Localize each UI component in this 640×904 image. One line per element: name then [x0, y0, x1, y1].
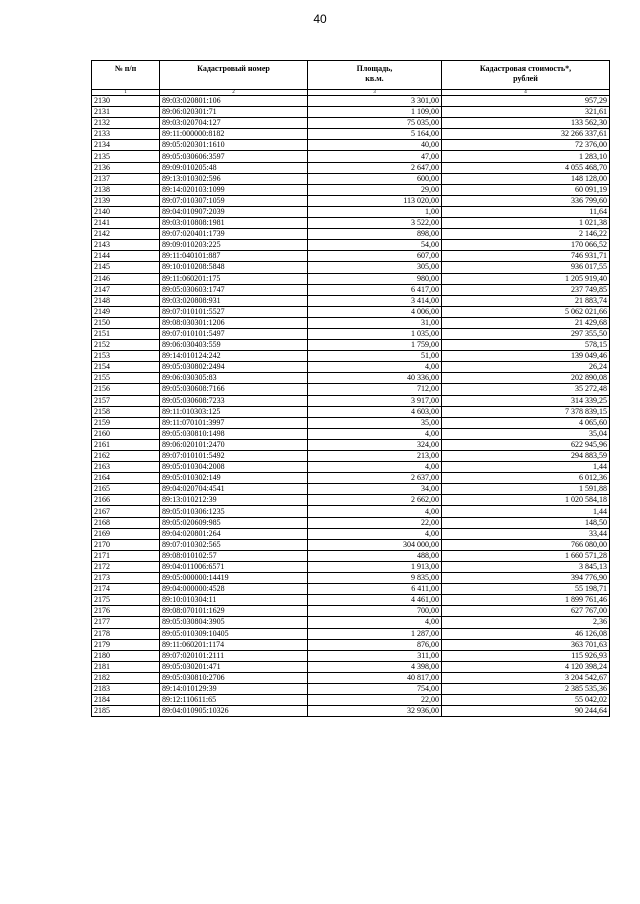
table-row: [92, 295, 610, 306]
cadastral-cost-cell: 363 701,63: [442, 639, 610, 650]
table-row: [92, 550, 610, 561]
area-cell: 980,00: [308, 273, 442, 284]
cadastral-number-cell: 89:09:010203:225: [160, 240, 308, 251]
row-index-cell: 2177: [92, 617, 160, 628]
table-row: [92, 573, 610, 584]
row-index-cell: 2142: [92, 229, 160, 240]
row-index-cell: 2135: [92, 151, 160, 162]
header-cell-area: [308, 61, 442, 90]
area-cell: 1,00: [308, 206, 442, 217]
area-cell: 6 417,00: [308, 284, 442, 295]
row-index-cell: 2151: [92, 328, 160, 339]
area-cell: 3 522,00: [308, 218, 442, 229]
table-row: [92, 173, 610, 184]
cadastral-number-cell: 89:05:030606:3597: [160, 151, 308, 162]
row-index-cell: 2153: [92, 351, 160, 362]
table-row: [92, 251, 610, 262]
table-row: [92, 351, 610, 362]
table-row: [92, 395, 610, 406]
table-row: [92, 417, 610, 428]
row-index-cell: 2176: [92, 606, 160, 617]
area-cell: 1 913,00: [308, 561, 442, 572]
cadastral-cost-cell: 6 012,36: [442, 473, 610, 484]
table-row: [92, 273, 610, 284]
row-index-cell: 2131: [92, 107, 160, 118]
cadastral-cost-cell: 1 660 571,28: [442, 550, 610, 561]
table-row: [92, 151, 610, 162]
table-row: [92, 439, 610, 450]
cadastral-cost-cell: 766 080,00: [442, 539, 610, 550]
area-cell: 4,00: [308, 528, 442, 539]
table-row: [92, 340, 610, 351]
table-row: [92, 262, 610, 273]
row-index-cell: 2130: [92, 96, 160, 107]
row-index-cell: 2134: [92, 140, 160, 151]
table-row: [92, 584, 610, 595]
table-row: [92, 428, 610, 439]
cadastral-cost-cell: 90 244,64: [442, 706, 610, 717]
area-cell: 75 035,00: [308, 118, 442, 129]
cadastral-number-cell: 89:14:010129:39: [160, 683, 308, 694]
table-row: [92, 695, 610, 706]
cadastral-cost-cell: 321,61: [442, 107, 610, 118]
area-cell: 40 336,00: [308, 373, 442, 384]
area-cell: 113 020,00: [308, 195, 442, 206]
area-cell: 4,00: [308, 506, 442, 517]
table-row: [92, 462, 610, 473]
row-index-cell: 2182: [92, 672, 160, 683]
cadastral-number-cell: 89:05:030608:7166: [160, 384, 308, 395]
row-index-cell: 2141: [92, 218, 160, 229]
area-cell: 32 936,00: [308, 706, 442, 717]
cadastral-cost-cell: 1,44: [442, 506, 610, 517]
cadastral-cost-cell: 627 767,00: [442, 606, 610, 617]
row-index-cell: 2143: [92, 240, 160, 251]
row-index-cell: 2152: [92, 340, 160, 351]
cadastral-number-cell: 89:03:010808:1981: [160, 218, 308, 229]
cadastral-cost-cell: 115 926,93: [442, 650, 610, 661]
area-cell: 51,00: [308, 351, 442, 362]
cadastral-cost-cell: 4 055 468,70: [442, 162, 610, 173]
row-index-cell: 2159: [92, 417, 160, 428]
table-row: [92, 129, 610, 140]
area-cell: 3 917,00: [308, 395, 442, 406]
area-cell: 1 287,00: [308, 628, 442, 639]
cadastral-number-cell: 89:05:010304:2008: [160, 462, 308, 473]
cadastral-cost-cell: 72 376,00: [442, 140, 610, 151]
cadastral-cost-cell: 936 017,55: [442, 262, 610, 273]
row-index-cell: 2167: [92, 506, 160, 517]
table-row: [92, 184, 610, 195]
cadastral-cost-cell: 11,64: [442, 206, 610, 217]
cadastral-number-cell: 89:04:000000:4528: [160, 584, 308, 595]
cadastral-cost-cell: 294 883,59: [442, 451, 610, 462]
row-index-cell: 2149: [92, 306, 160, 317]
area-cell: 29,00: [308, 184, 442, 195]
row-index-cell: 2138: [92, 184, 160, 195]
table-row: [92, 384, 610, 395]
area-cell: 700,00: [308, 606, 442, 617]
table-row: [92, 628, 610, 639]
table-row: [92, 306, 610, 317]
cadastral-table-container: [91, 60, 609, 717]
cadastral-cost-cell: 170 066,52: [442, 240, 610, 251]
row-index-cell: 2137: [92, 173, 160, 184]
table-row: [92, 317, 610, 328]
column-number-1: 1: [92, 90, 160, 96]
cadastral-number-cell: 89:13:010302:596: [160, 173, 308, 184]
cadastral-cost-cell: 148,50: [442, 517, 610, 528]
area-cell: 311,00: [308, 650, 442, 661]
area-cell: 1 759,00: [308, 340, 442, 351]
row-index-cell: 2148: [92, 295, 160, 306]
area-cell: 4,00: [308, 428, 442, 439]
cadastral-number-cell: 89:14:010124:242: [160, 351, 308, 362]
area-cell: 40,00: [308, 140, 442, 151]
area-cell: 600,00: [308, 173, 442, 184]
cadastral-cost-cell: 139 049,46: [442, 351, 610, 362]
row-index-cell: 2168: [92, 517, 160, 528]
cadastral-number-cell: 89:05:030804:3905: [160, 617, 308, 628]
area-cell: 2 647,00: [308, 162, 442, 173]
area-cell: 4,00: [308, 362, 442, 373]
area-cell: 488,00: [308, 550, 442, 561]
table-row: [92, 617, 610, 628]
cadastral-number-cell: 89:04:011006:6571: [160, 561, 308, 572]
cadastral-number-cell: 89:06:030305:83: [160, 373, 308, 384]
cadastral-number-cell: 89:05:030802:2494: [160, 362, 308, 373]
cadastral-cost-cell: 314 339,25: [442, 395, 610, 406]
row-index-cell: 2178: [92, 628, 160, 639]
area-cell: 22,00: [308, 695, 442, 706]
cadastral-cost-cell: 578,15: [442, 340, 610, 351]
area-cell: 47,00: [308, 151, 442, 162]
header-cell-cadastral-number: Кадастровый номер: [160, 61, 308, 90]
cadastral-number-cell: 89:10:010208:5848: [160, 262, 308, 273]
area-cell: 324,00: [308, 439, 442, 450]
cadastral-cost-cell: 746 931,71: [442, 251, 610, 262]
area-cell: 34,00: [308, 484, 442, 495]
table-row: [92, 118, 610, 129]
row-index-cell: 2139: [92, 195, 160, 206]
cadastral-number-cell: 89:05:030201:471: [160, 661, 308, 672]
table-row: [92, 683, 610, 694]
cadastral-cost-cell: 957,29: [442, 96, 610, 107]
cadastral-number-cell: 89:04:020704:4541: [160, 484, 308, 495]
cadastral-number-cell: 89:14:020103:1099: [160, 184, 308, 195]
cadastral-cost-cell: 60 091,19: [442, 184, 610, 195]
cadastral-number-cell: 89:05:030810:2706: [160, 672, 308, 683]
cadastral-cost-cell: 26,24: [442, 362, 610, 373]
table-row: [92, 373, 610, 384]
row-index-cell: 2185: [92, 706, 160, 717]
area-cell: 6 411,00: [308, 584, 442, 595]
table-body: [92, 96, 610, 717]
cadastral-cost-cell: 1 899 761,46: [442, 595, 610, 606]
row-index-cell: 2164: [92, 473, 160, 484]
column-number-3: 3: [308, 90, 442, 96]
area-cell: 31,00: [308, 317, 442, 328]
cadastral-cost-cell: 2 385 535,36: [442, 683, 610, 694]
area-cell: 4 461,00: [308, 595, 442, 606]
cadastral-number-cell: 89:05:030810:1498: [160, 428, 308, 439]
cadastral-number-cell: 89:11:010303:125: [160, 406, 308, 417]
row-index-cell: 2173: [92, 573, 160, 584]
area-cell: 876,00: [308, 639, 442, 650]
row-index-cell: 2163: [92, 462, 160, 473]
area-cell: 3 414,00: [308, 295, 442, 306]
table-row: [92, 206, 610, 217]
row-index-cell: 2145: [92, 262, 160, 273]
area-cell: 1 035,00: [308, 328, 442, 339]
table-row: [92, 195, 610, 206]
cadastral-number-cell: 89:05:020301:1610: [160, 140, 308, 151]
area-cell: 213,00: [308, 451, 442, 462]
cadastral-number-cell: 89:03:020704:127: [160, 118, 308, 129]
cadastral-number-cell: 89:07:010307:1059: [160, 195, 308, 206]
row-index-cell: 2184: [92, 695, 160, 706]
page-number: 40: [313, 12, 327, 26]
table-row: [92, 672, 610, 683]
table-row: [92, 661, 610, 672]
header-area-text: Площадь, кв.м.: [356, 64, 393, 83]
row-index-cell: 2166: [92, 495, 160, 506]
column-number-4: 4: [442, 90, 610, 96]
cadastral-number-cell: 89:10:010304:11: [160, 595, 308, 606]
area-cell: 5 164,00: [308, 129, 442, 140]
row-index-cell: 2169: [92, 528, 160, 539]
row-index-cell: 2144: [92, 251, 160, 262]
row-index-cell: 2181: [92, 661, 160, 672]
row-index-cell: 2175: [92, 595, 160, 606]
cadastral-number-cell: 89:06:020101:2470: [160, 439, 308, 450]
cadastral-cost-cell: 133 562,30: [442, 118, 610, 129]
row-index-cell: 2147: [92, 284, 160, 295]
cadastral-number-cell: 89:07:020401:1739: [160, 229, 308, 240]
cadastral-number-cell: 89:05:000000:14419: [160, 573, 308, 584]
cadastral-number-cell: 89:06:030403:559: [160, 340, 308, 351]
cadastral-cost-cell: 2 146,22: [442, 229, 610, 240]
table-row: [92, 595, 610, 606]
row-index-cell: 2133: [92, 129, 160, 140]
cadastral-number-cell: 89:13:010212:39: [160, 495, 308, 506]
table-row: [92, 639, 610, 650]
cadastral-cost-cell: 5 062 021,66: [442, 306, 610, 317]
area-cell: 607,00: [308, 251, 442, 262]
area-cell: 4 006,00: [308, 306, 442, 317]
cadastral-cost-cell: 622 945,96: [442, 439, 610, 450]
row-index-cell: 2157: [92, 395, 160, 406]
row-index-cell: 2160: [92, 428, 160, 439]
row-index-cell: 2136: [92, 162, 160, 173]
cadastral-cost-cell: 3 204 542,67: [442, 672, 610, 683]
table-row: [92, 362, 610, 373]
area-cell: 898,00: [308, 229, 442, 240]
table-row: [92, 406, 610, 417]
area-cell: 9 835,00: [308, 573, 442, 584]
row-index-cell: 2179: [92, 639, 160, 650]
cadastral-cost-cell: 21 429,68: [442, 317, 610, 328]
cadastral-cost-cell: 35,04: [442, 428, 610, 439]
row-index-cell: 2174: [92, 584, 160, 595]
cadastral-number-cell: 89:08:010102:57: [160, 550, 308, 561]
row-index-cell: 2172: [92, 561, 160, 572]
cadastral-number-cell: 89:11:070101:3997: [160, 417, 308, 428]
cadastral-number-cell: 89:11:060201:1174: [160, 639, 308, 650]
cadastral-number-cell: 89:06:020301:71: [160, 107, 308, 118]
cadastral-cost-cell: 4 120 398,24: [442, 661, 610, 672]
row-index-cell: 2156: [92, 384, 160, 395]
cadastral-number-cell: 89:07:020101:2111: [160, 650, 308, 661]
area-cell: 1 109,00: [308, 107, 442, 118]
cadastral-cost-cell: 32 266 337,61: [442, 129, 610, 140]
row-index-cell: 2162: [92, 451, 160, 462]
cadastral-cost-cell: 35 272,48: [442, 384, 610, 395]
table-row: [92, 706, 610, 717]
table-row: [92, 650, 610, 661]
cadastral-number-cell: 89:07:010101:5492: [160, 451, 308, 462]
cadastral-number-cell: 89:11:000000:8182: [160, 129, 308, 140]
area-cell: 35,00: [308, 417, 442, 428]
cadastral-number-cell: 89:05:010309:10405: [160, 628, 308, 639]
cadastral-number-cell: 89:08:030301:1206: [160, 317, 308, 328]
area-cell: 712,00: [308, 384, 442, 395]
row-index-cell: 2155: [92, 373, 160, 384]
table-row: [92, 284, 610, 295]
cadastral-number-cell: 89:05:010306:1235: [160, 506, 308, 517]
cadastral-cost-cell: 1 021,38: [442, 218, 610, 229]
area-cell: 2 662,00: [308, 495, 442, 506]
row-index-cell: 2150: [92, 317, 160, 328]
cadastral-cost-cell: 3 845,13: [442, 561, 610, 572]
cadastral-number-cell: 89:07:010101:5497: [160, 328, 308, 339]
area-cell: 4 398,00: [308, 661, 442, 672]
table-row: [92, 506, 610, 517]
cadastral-cost-cell: 55 042,02: [442, 695, 610, 706]
header-cost-text: Кадастровая стоимость*, рублей: [479, 64, 572, 83]
table-row: [92, 561, 610, 572]
table-row: [92, 240, 610, 251]
table-row: [92, 473, 610, 484]
cadastral-cost-cell: 1 205 919,40: [442, 273, 610, 284]
table-row: [92, 218, 610, 229]
cadastral-number-cell: 89:07:010302:565: [160, 539, 308, 550]
row-index-cell: 2180: [92, 650, 160, 661]
cadastral-number-cell: 89:03:020801:106: [160, 96, 308, 107]
table-row: [92, 140, 610, 151]
cadastral-number-cell: 89:11:040101:887: [160, 251, 308, 262]
cadastral-cost-cell: 1 283,10: [442, 151, 610, 162]
row-index-cell: 2146: [92, 273, 160, 284]
cadastral-cost-cell: 46 126,08: [442, 628, 610, 639]
area-cell: 2 637,00: [308, 473, 442, 484]
cadastral-number-cell: 89:08:070101:1629: [160, 606, 308, 617]
row-index-cell: 2165: [92, 484, 160, 495]
cadastral-number-cell: 89:09:010205:48: [160, 162, 308, 173]
table-row: [92, 96, 610, 107]
cadastral-cost-cell: 336 799,60: [442, 195, 610, 206]
cadastral-number-cell: 89:12:110611:65: [160, 695, 308, 706]
cadastral-number-cell: 89:05:030608:7233: [160, 395, 308, 406]
table-row: [92, 451, 610, 462]
area-cell: 4,00: [308, 617, 442, 628]
area-cell: 305,00: [308, 262, 442, 273]
area-cell: 4,00: [308, 462, 442, 473]
cadastral-cost-cell: 2,36: [442, 617, 610, 628]
cadastral-number-cell: 89:07:010101:5527: [160, 306, 308, 317]
area-cell: 40 817,00: [308, 672, 442, 683]
table-row: [92, 495, 610, 506]
header-row: [92, 61, 610, 90]
cadastral-cost-cell: 55 198,71: [442, 584, 610, 595]
cadastral-number-cell: 89:04:020801:264: [160, 528, 308, 539]
cadastral-cost-cell: 4 065,60: [442, 417, 610, 428]
table-row: [92, 539, 610, 550]
cadastral-table: [91, 60, 610, 717]
row-index-cell: 2132: [92, 118, 160, 129]
cadastral-number-cell: 89:04:010907:2039: [160, 206, 308, 217]
table-row: [92, 517, 610, 528]
row-index-cell: 2140: [92, 206, 160, 217]
area-cell: 304 000,00: [308, 539, 442, 550]
row-index-cell: 2158: [92, 406, 160, 417]
table-row: [92, 484, 610, 495]
row-index-cell: 2183: [92, 683, 160, 694]
cadastral-number-cell: 89:04:010905:10326: [160, 706, 308, 717]
row-index-cell: 2161: [92, 439, 160, 450]
table-row: [92, 328, 610, 339]
cadastral-cost-cell: 148 128,00: [442, 173, 610, 184]
row-index-cell: 2154: [92, 362, 160, 373]
cadastral-number-cell: 89:05:010302:149: [160, 473, 308, 484]
cadastral-cost-cell: 21 883,74: [442, 295, 610, 306]
area-cell: 754,00: [308, 683, 442, 694]
table-row: [92, 528, 610, 539]
cadastral-cost-cell: 297 355,50: [442, 328, 610, 339]
area-cell: 22,00: [308, 517, 442, 528]
area-cell: 4 603,00: [308, 406, 442, 417]
cadastral-cost-cell: 1 591,88: [442, 484, 610, 495]
cadastral-cost-cell: 1 020 584,18: [442, 495, 610, 506]
area-cell: 3 301,00: [308, 96, 442, 107]
row-index-cell: 2170: [92, 539, 160, 550]
cadastral-number-cell: 89:03:020808:931: [160, 295, 308, 306]
cadastral-cost-cell: 33,44: [442, 528, 610, 539]
cadastral-cost-cell: 202 890,08: [442, 373, 610, 384]
table-row: [92, 162, 610, 173]
column-number-2: 2: [160, 90, 308, 96]
table-row: [92, 229, 610, 240]
row-index-cell: 2171: [92, 550, 160, 561]
table-row: [92, 107, 610, 118]
cadastral-cost-cell: 237 749,85: [442, 284, 610, 295]
cadastral-number-cell: 89:05:030603:1747: [160, 284, 308, 295]
cadastral-cost-cell: 394 776,90: [442, 573, 610, 584]
cadastral-number-cell: 89:11:060201:175: [160, 273, 308, 284]
header-cell-index: № п/п: [92, 61, 160, 90]
cadastral-cost-cell: 1,44: [442, 462, 610, 473]
header-cell-cost: [442, 61, 610, 90]
cadastral-number-cell: 89:05:020609:985: [160, 517, 308, 528]
table-header: [92, 61, 610, 96]
area-cell: 54,00: [308, 240, 442, 251]
cadastral-cost-cell: 7 378 839,15: [442, 406, 610, 417]
table-row: [92, 606, 610, 617]
